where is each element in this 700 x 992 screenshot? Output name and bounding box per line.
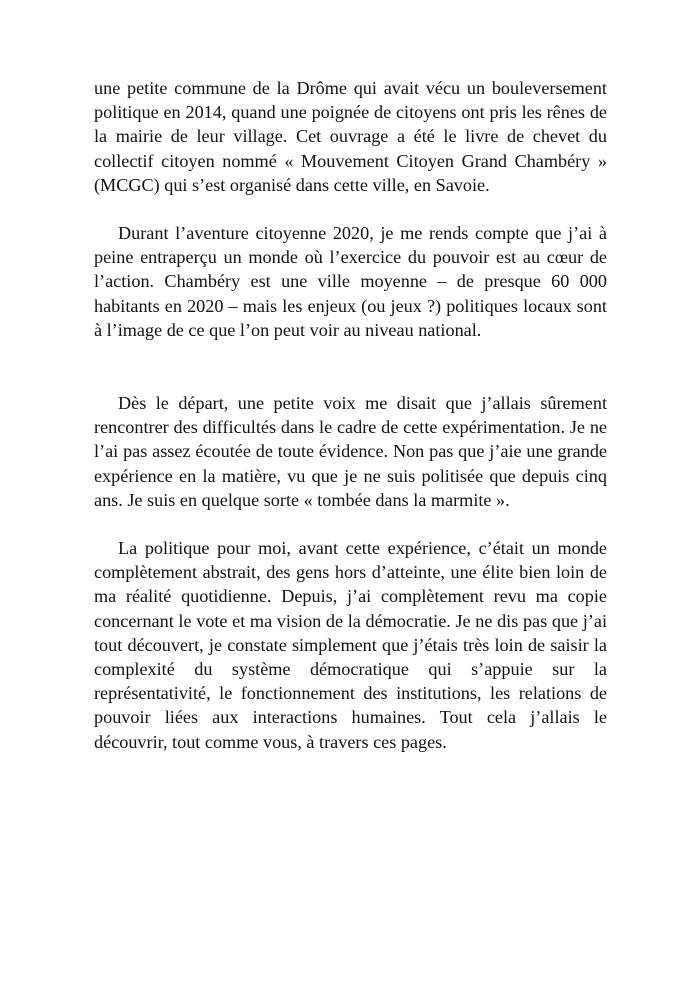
text-line: collectif citoyen nommé « Mouvement Citoyen Grand Chambéry » <box>94 150 607 171</box>
text-line: rencontrer des difficultés dans le cadre de cette expérimentation. Je ne <box>94 417 607 438</box>
paragraph <box>94 536 607 754</box>
text-line: expérience en la matière, vu que je ne suis politisée que depuis cinq <box>94 465 607 486</box>
text-line: peine entraperçu un monde où l’exercice du pouvoir est au cœur de <box>94 247 607 268</box>
paragraph <box>94 76 607 197</box>
text-line: concernant le vote et ma vision de la démocratie. Je ne dis pas que j’ai <box>94 610 607 631</box>
text-line: complètement abstrait, des gens hors d’atteinte, une élite bien loin de <box>94 562 607 583</box>
text-line: complexité du système démocratique qui s’appuie sur la <box>94 658 607 679</box>
text-line: Dès le départ, une petite voix me disait que j’allais sûrement <box>118 393 607 413</box>
text-line: ma réalité quotidienne. Depuis, j’ai complètement revu ma copie <box>94 586 607 607</box>
text-line: politique en 2014, quand une poignée de citoyens ont pris les rênes de <box>94 102 607 123</box>
text-line: l’action. Chambéry est une ville moyenne – de presque 60 000 <box>94 271 607 292</box>
text-line: l’ai pas assez écoutée de toute évidence. Non pas que j’aie une grande <box>94 441 607 462</box>
text-line: Durant l’aventure citoyenne 2020, je me rends compte que j’ai à <box>118 223 607 243</box>
text-line: pouvoir liées aux interactions humaines. Tout cela j’allais le <box>94 707 607 728</box>
paragraph <box>94 391 607 512</box>
text-line: ans. Je suis en quelque sorte « tombée dans la marmite ». <box>94 489 510 510</box>
text-line: tout découvert, je constate simplement que j’étais très loin de saisir la <box>94 634 607 655</box>
text-line: habitants en 2020 – mais les enjeux (ou jeux ?) politiques locaux sont <box>94 295 607 316</box>
text-line: (MCGC) qui s’est organisé dans cette ville, en Savoie. <box>94 174 490 195</box>
text-line: découvrir, tout comme vous, à travers ces pages. <box>94 731 447 752</box>
text-line: la mairie de leur village. Cet ouvrage a été le livre de chevet du <box>94 126 607 147</box>
text-line: une petite commune de la Drôme qui avait vécu un bouleversement <box>94 78 607 98</box>
text-line: à l’image de ce que l’on peut voir au niveau national. <box>94 319 482 340</box>
paragraph <box>94 221 607 342</box>
text-line: La politique pour moi, avant cette expérience, c’était un monde <box>118 538 607 558</box>
text-line: représentativité, le fonctionnement des institutions, les relations de <box>94 683 607 704</box>
